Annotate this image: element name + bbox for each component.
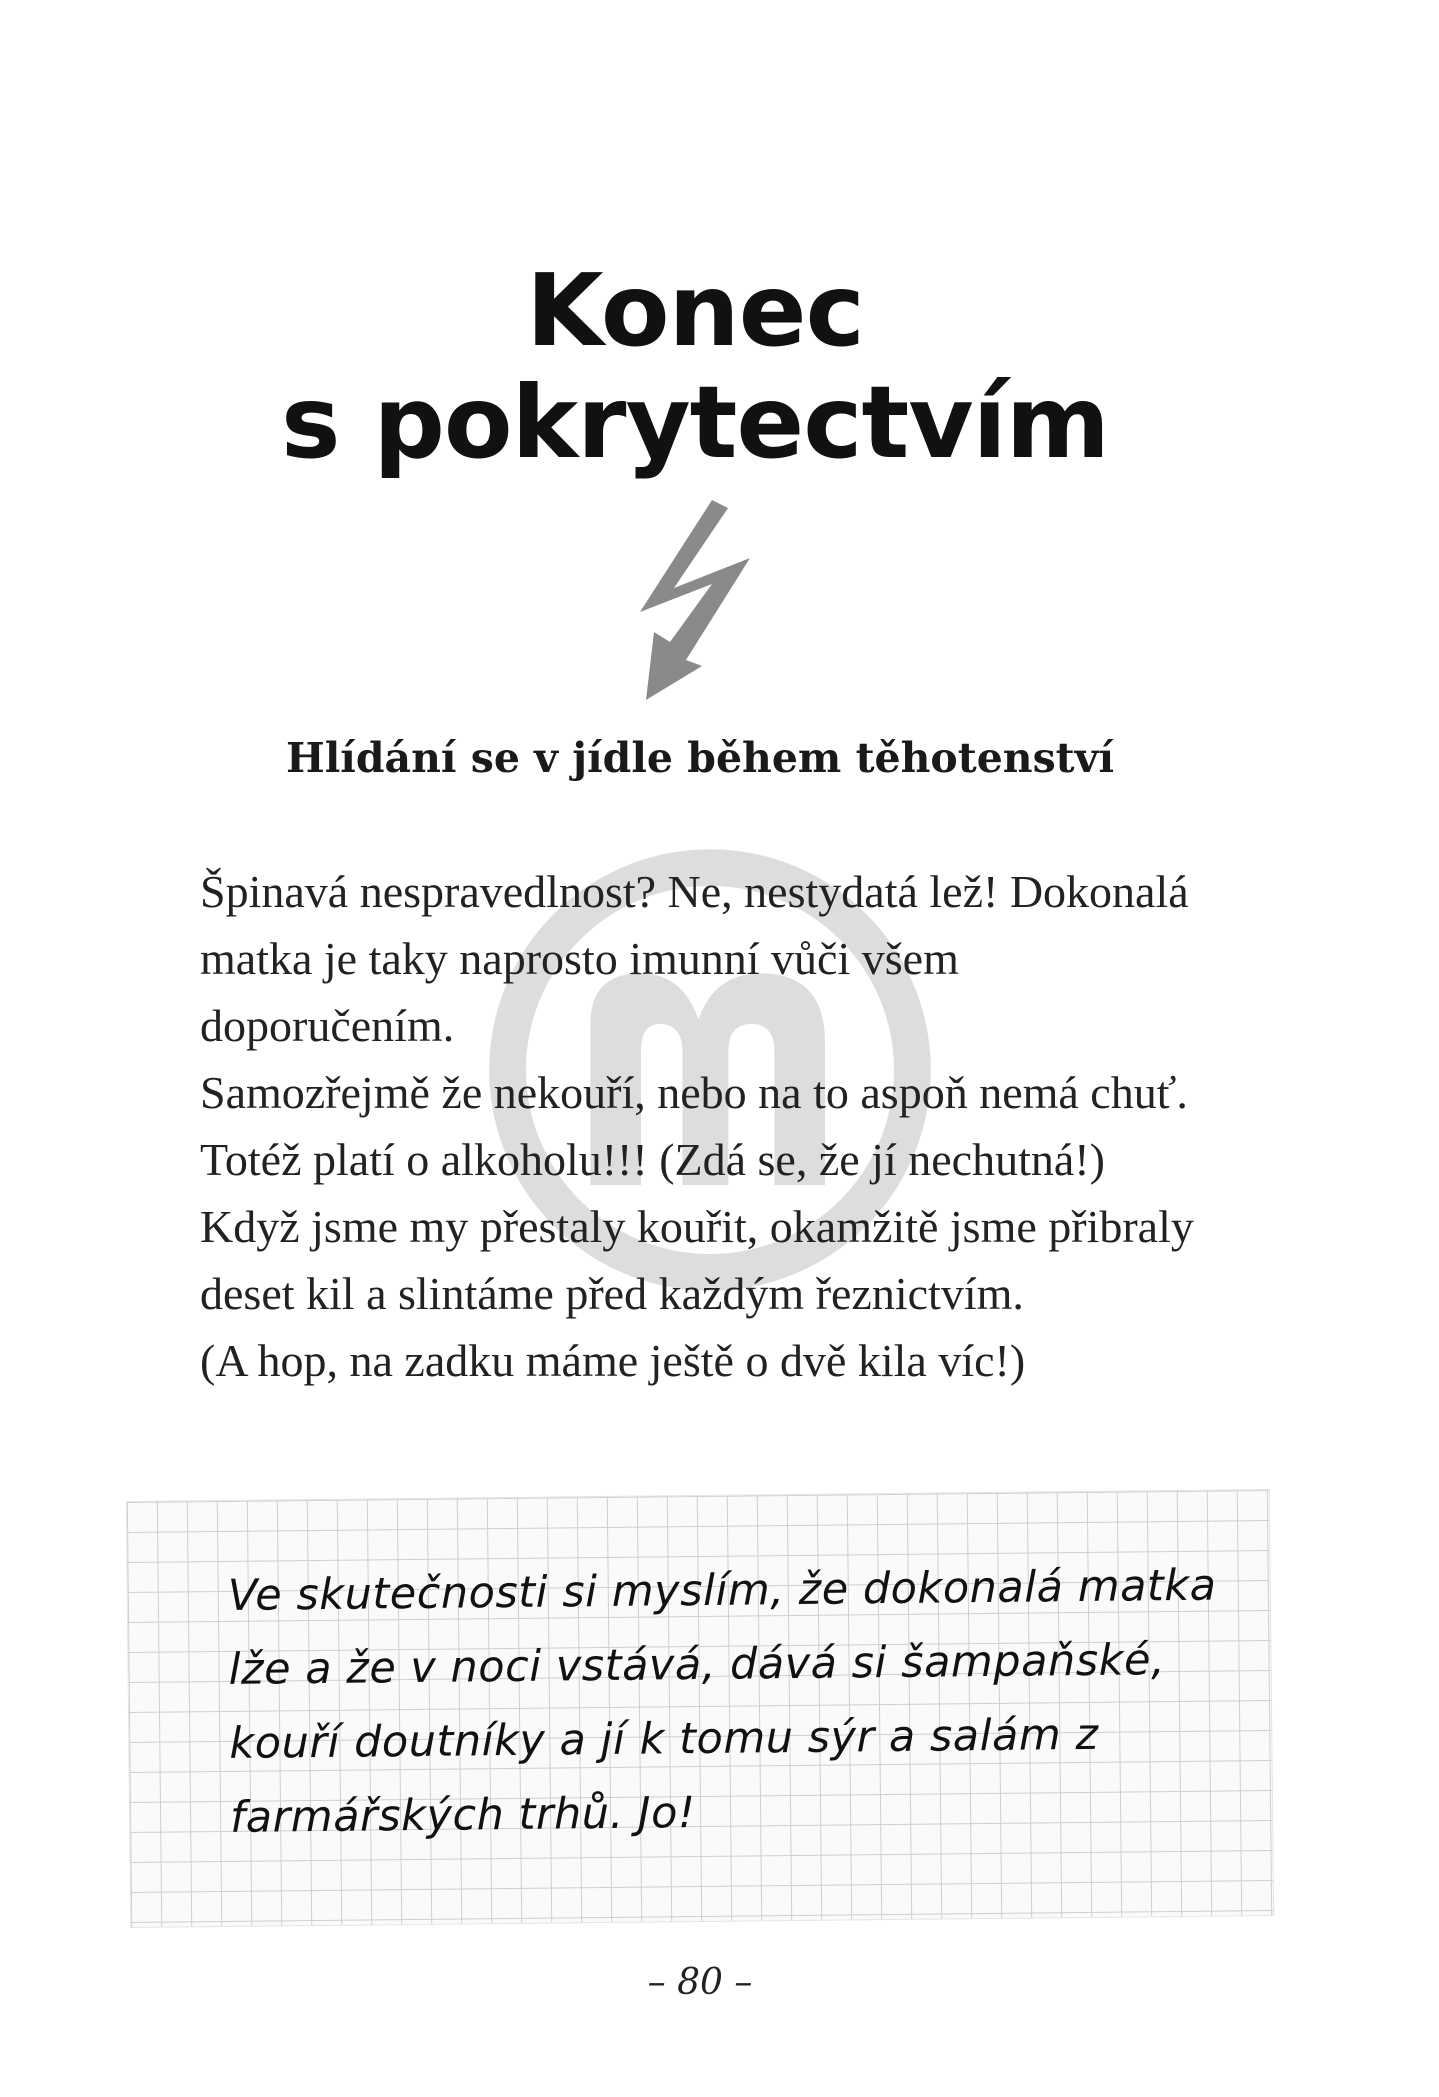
- paragraph-2: Samozřejmě že nekouří, nebo na to aspoň nemá chuť. Totéž platí o alkoholu!!! (Zdá se, že jí nechutná!) Když jsme my přestaly kouřit, okamžitě jsme přibraly deset kil a slintáme před každým řeznictvím.: [200, 1067, 1194, 1319]
- body-text: [200, 858, 1205, 1394]
- handwritten-note-text: Ve skutečnosti si myslím, že dokonalá matka lže a že v noci vstává, dává si šampaňské, kouří doutníky a jí k tomu sýr a salám z farmářských trhů. Jo!: [227, 1560, 1217, 1843]
- paragraph-1: Špinavá nespravedlnost? Ne, nestydatá lež! Dokonalá matka je taky naprosto imunní vůči všem doporučením.: [200, 866, 1189, 1051]
- chapter-title: [0, 252, 1390, 481]
- lightning-bolt-arrow-icon: [640, 500, 760, 700]
- section-subtitle: Hlídání se v jídle během těhotenství: [285, 734, 1115, 782]
- chapter-title-line-1: Konec: [526, 252, 864, 369]
- handwritten-note-box: [126, 1489, 1274, 1928]
- chapter-title-line-2: s pokrytectvím: [281, 364, 1109, 481]
- page-number: – 80 –: [647, 1962, 753, 2003]
- paragraph-3: (A hop, na zadku máme ještě o dvě kila víc!): [200, 1335, 1026, 1386]
